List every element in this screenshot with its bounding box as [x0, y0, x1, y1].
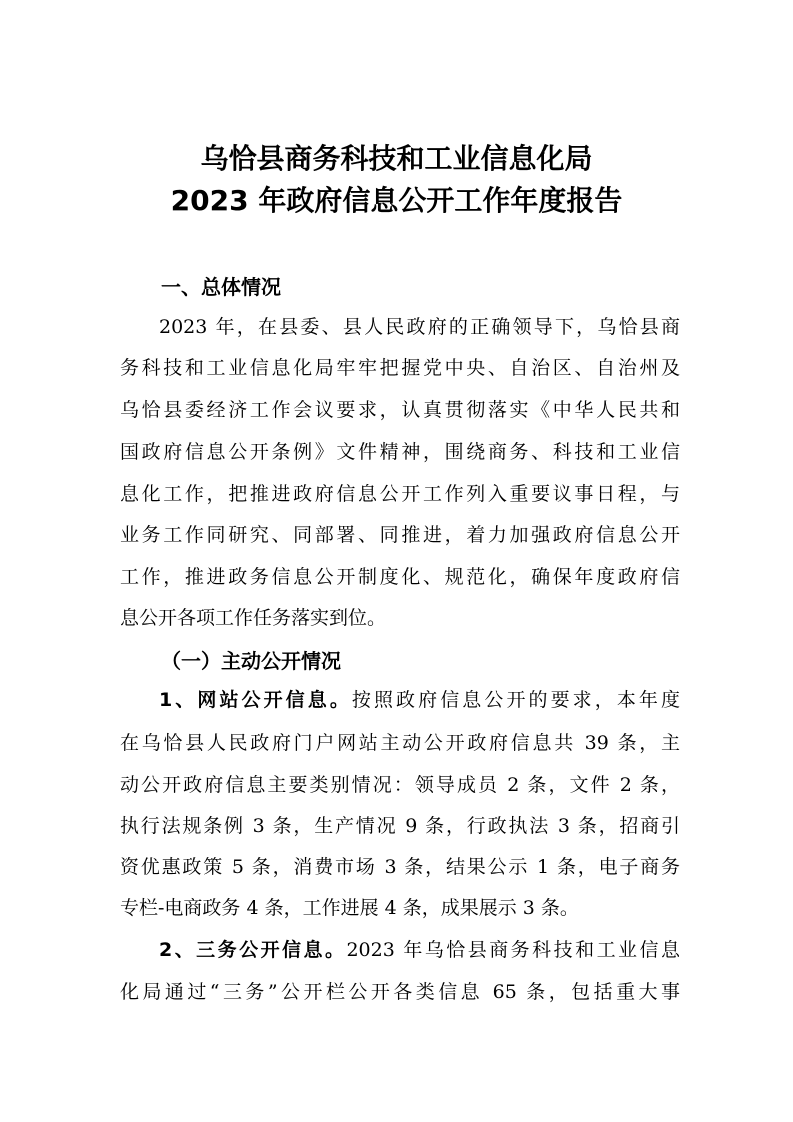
- paragraph-line: 专栏-电商政务 4 条，工作进展 4 条，成果展示 3 条。: [120, 897, 579, 919]
- paragraph-line: 执行法规条例 3 条，生产情况 9 条，行政执法 3 条，招商引: [120, 815, 680, 837]
- paragraph-line: 资优惠政策 5 条，消费市场 3 条，结果公示 1 条，电子商务: [120, 856, 680, 878]
- subsection-heading-active-disclosure: （一）主动公开情况: [161, 649, 341, 673]
- paragraph-line: 务科技和工业信息化局牢牢把握党中央、自治区、自治州及: [120, 357, 680, 379]
- document-title-line-2: 2023 年政府信息公开工作年度报告: [170, 184, 623, 217]
- paragraph-line: 工作，推进政务信息公开制度化、规范化，确保年度政府信: [120, 566, 680, 588]
- section-heading-overview: 一、总体情况: [161, 275, 281, 299]
- item1-first-line: [159, 686, 680, 714]
- paragraph-line: 国政府信息公开条例》文件精神，围绕商务、科技和工业信: [120, 441, 680, 463]
- paragraph-line: 息公开各项工作任务落实到位。: [120, 607, 387, 629]
- document-title-line-1: 乌恰县商务科技和工业信息化局: [200, 142, 593, 175]
- paragraph-line: 在乌恰县人民政府门户网站主动公开政府信息共 39 条，主: [120, 732, 680, 754]
- paragraph-line: 动公开政府信息主要类别情况：领导成员 2 条，文件 2 条，: [120, 774, 680, 796]
- paragraph-line: 乌恰县委经济工作会议要求，认真贯彻落实《中华人民共和: [120, 399, 680, 421]
- paragraph-line: 业务工作同研究、同部署、同推进，着力加强政府信息公开: [120, 524, 680, 546]
- paragraph-line: 化局通过“三务”公开栏公开各类信息 65 条，包括重大事: [120, 981, 680, 1003]
- item2-first-line-text: 2023 年乌恰县商务科技和工业信息: [346, 939, 680, 961]
- item1-label: 1、网站公开信息。: [159, 689, 352, 711]
- paragraph-line: 2023 年，在县委、县人民政府的正确领导下，乌恰县商: [159, 316, 680, 338]
- item2-first-line: [159, 936, 680, 964]
- item1-first-line-text: 按照政府信息公开的要求，本年度: [351, 689, 680, 711]
- paragraph-line: 息化工作，把推进政府信息公开工作列入重要议事日程，与: [120, 483, 680, 505]
- item2-label: 2、三务公开信息。: [159, 939, 347, 961]
